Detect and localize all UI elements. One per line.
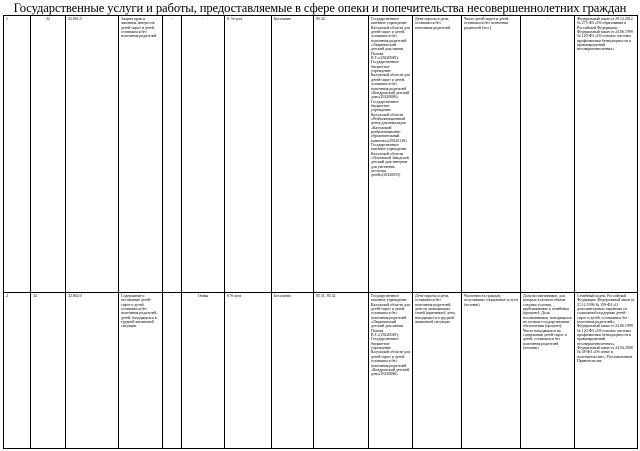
cell-okved: 85.32 [314,16,369,293]
cell-type: 0.Услуга [225,293,272,449]
cell-legal-basis: Семейный кодекс Российской Федерации; Федеральный закон от 21.12.1996 № 159-ФЗ «О дополнительных гарантиях по социальной поддержке детей-сирот и детей, оставшихся без попечения родителей»; Федеральный закон от 24.06.1999 № 120-ФЗ «Об основах системы профилактики безнадзорности и правонарушений несовершеннолетних»; Федеральный закон от 24.04.2008 № 48-ФЗ «Об опеке и попечительстве»; Постановление Правительства [575,293,638,449]
services-table [3,15,638,449]
cell-volume-indicator: Численность граждан, получивших социальные услуги (человек) [462,293,521,449]
cell-payment: Бесплатно [272,16,314,293]
row-number: 1 [4,16,31,293]
service-content: Содержание и воспитание детей-сирот и детей, оставшихся без попечения родителей, детей, находящихся в трудной жизненной ситуации [119,293,163,449]
cell-providers: Государственное казенное учреждение Калужской области для детей-сирот и детей, оставшихся без попечения родителей «Людиновский детский дом имени Попова В.Т.»(29220049); Государственное бюджетное учреждение Калужской области для детей-сирот и детей, оставшихся без попечения родителей «Кондровский детский дом»(29220086); Государственное бюджетное учреждение Калужской области «Реабилитационный центр для инвалидов «Калужский реабилитационно-образовательный комплекс»(29220130); Государственное казенное учреждение Калужской области «Ломовской Заводской детский дом-интернат для умственно отсталых детей»(29220055) [369,16,413,293]
cell-condition: - [163,16,182,293]
table-row [4,16,638,293]
cell-providers: Государственное казенное учреждение Калужской области для детей-сирот и детей, оставшихся без попечения родителей «Людиновский детский дом имени Попова В.Т.»(29220049); Государственное бюджетное учреждение Калужской области для детей-сирот и детей, оставшихся без попечения родителей «Кондровский детский дом»(29220086) [369,293,413,449]
page-title: Государственные услуги и работы, предоставляемые в сфере опеки и попечительства несовершеннолетних граждан [13,2,627,15]
cell-condition: - [163,293,182,449]
cell-delivery-form: - [182,16,225,293]
table-row [4,293,638,449]
cell-okved: 85.31, 85.32 [314,293,369,449]
cell-volume-indicator: Число детей-сирот и детей, оставшихся без попечения родителей (чел.) [462,16,521,293]
cell-payment: Бесплатно [272,293,314,449]
section-code: 32 [31,16,66,293]
service-content: Защита прав и законных интересов детей-сирот и детей, оставшихся без попечения родителей [119,16,163,293]
row-number: 2 [4,293,31,449]
cell-quality-indicator: Доля воспитанников, для которых в полном объеме созданы условия, приближенные к семейным (процент); Доля воспитанников, находящихся на полном государственном обеспечении (процент); Число находящихся на содержании детей-сирот и детей, оставшихся без попечения родителей (человек) [521,293,575,449]
cell-consumers: Дети-сироты и дети, оставшиеся без попечения родителей, дети из замещающих семей (приемные); дети, находящиеся в трудной жизненной ситуации [413,293,462,449]
cell-quality-indicator: - [521,16,575,293]
cell-consumers: Дети-сироты и дети, оставшиеся без попечения родителей [413,16,462,293]
cell-delivery-form: Очная [182,293,225,449]
service-code: 32.002.0 [66,293,119,449]
cell-legal-basis: Федеральный закон от 29.12.2012 № 273-ФЗ «Об образовании в Российской Федерации»; Федеральный закон от 24.06.1999 № 120-ФЗ «Об основах системы профилактики безнадзорности и правонарушений несовершеннолетних» [575,16,638,293]
cell-type: 0. Услуга [225,16,272,293]
section-code: 32 [31,293,66,449]
service-code: 32.001.0 [66,16,119,293]
